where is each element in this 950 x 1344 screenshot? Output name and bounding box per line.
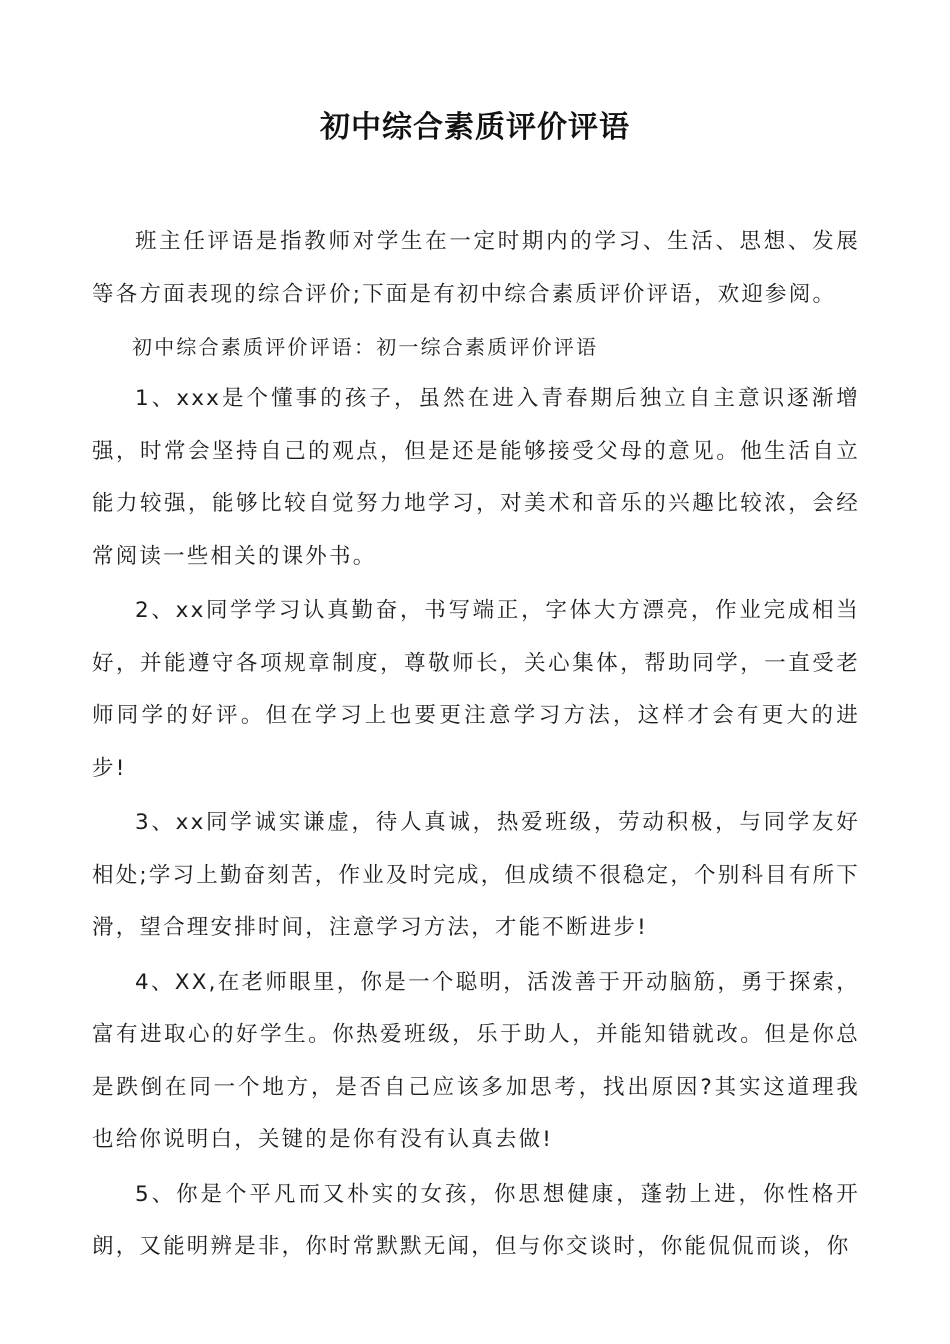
comment-paragraph-2: 2、xx同学学习认真勤奋，书写端正，字体大方漂亮，作业完成相当好，并能遵守各项规章制度，尊敬师长，关心集体，帮助同学，一直受老师同学的好评。但在学习上也要更注意学习方法，这样才会有更大的进步! bbox=[92, 598, 860, 781]
document-body bbox=[92, 216, 860, 1276]
document-title: 初中综合素质评价评语 bbox=[320, 110, 630, 145]
section-heading: 初中综合素质评价评语：初一综合素质评价评语 bbox=[132, 335, 599, 359]
comment-paragraph-4: 4、XX,在老师眼里，你是一个聪明，活泼善于开动脑筋，勇于探索，富有进取心的好学生。你热爱班级，乐于助人，并能知错就改。但是你总是跌倒在同一个地方，是否自己应该多加思考，找出原因?其实这道理我也给你说明白，关键的是你有没有认真去做! bbox=[92, 969, 860, 1152]
intro-paragraph: 班主任评语是指教师对学生在一定时期内的学习、生活、思想、发展等各方面表现的综合评价;下面是有初中综合素质评价评语，欢迎参阅。 bbox=[92, 229, 860, 307]
comment-paragraph-5: 5、你是个平凡而又朴实的女孩，你思想健康，蓬勃上进，你性格开朗，又能明辨是非，你时常默默无闻，但与你交谈时，你能侃侃而谈，你 bbox=[92, 1181, 860, 1259]
comment-paragraph-3: 3、xx同学诚实谦虚，待人真诚，热爱班级，劳动积极，与同学友好相处;学习上勤奋刻苦，作业及时完成，但成绩不很稳定，个别科目有所下滑，望合理安排时间，注意学习方法，才能不断进步! bbox=[92, 810, 860, 940]
comment-paragraph-1: 1、xxx是个懂事的孩子，虽然在进入青春期后独立自主意识逐渐增强，时常会坚持自己的观点，但是还是能够接受父母的意见。他生活自立能力较强，能够比较自觉努力地学习，对美术和音乐的兴趣比较浓，会经常阅读一些相关的课外书。 bbox=[92, 386, 860, 569]
